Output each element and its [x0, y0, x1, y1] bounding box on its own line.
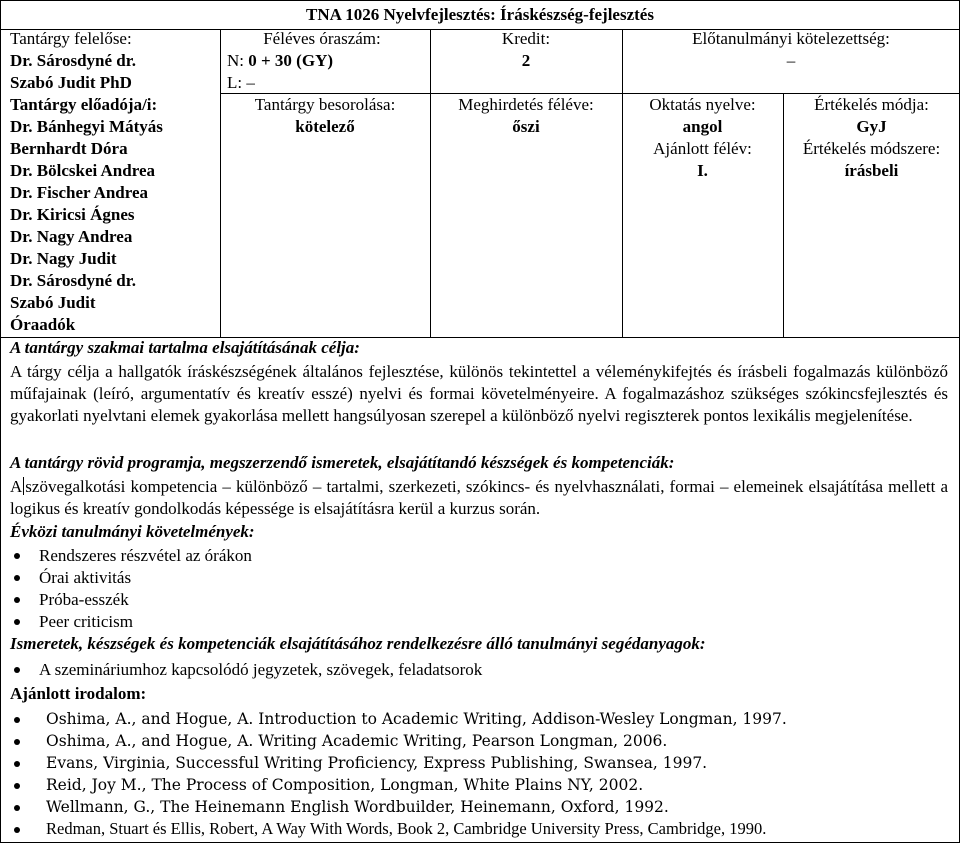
responsible-name-line-1: Dr. Sárosdyné dr. — [10, 51, 136, 70]
language-label: Oktatás nyelve: — [649, 95, 756, 114]
list-item: Redman, Stuart és Ellis, Robert, A Way With Words, Book 2, Cambridge University Press, Cambridge, 1990. — [12, 818, 787, 840]
requirements-heading: Évközi tanulmányi követelmények: — [10, 522, 255, 541]
lecturer-name: Dr. Fischer Andrea — [10, 183, 149, 202]
list-item: Órai aktivitás — [12, 567, 252, 589]
materials-list — [12, 659, 482, 681]
list-item: Próba-esszék — [12, 589, 252, 611]
column-divider-3 — [622, 29, 623, 337]
classification-value: kötelező — [295, 117, 355, 136]
credit-label: Kredit: — [501, 29, 551, 48]
lecturer-name: Dr. Bánhegyi Mátyás — [10, 117, 163, 136]
prereq-label: Előtanulmányi kötelezettség: — [692, 29, 890, 48]
list-item: Evans, Virginia, Successful Writing Proficiency, Express Publishing, Swansea, 1997. — [12, 752, 787, 774]
lecturer-name: Bernhardt Dóra — [10, 139, 128, 158]
credit-cell — [430, 28, 622, 72]
recommended-label: Ajánlott félév: — [653, 139, 752, 158]
semester-label: Meghirdetés féléve: — [458, 95, 594, 114]
requirements-list — [12, 545, 252, 633]
list-item: Rendszeres részvétel az órákon — [12, 545, 252, 567]
list-item: Oshima, A., and Hogue, A. Introduction to Academic Writing, Addison-Wesley Longman, 1997. — [12, 708, 787, 730]
lecturers-label: Tantárgy előadója/i: — [10, 95, 158, 114]
hours-n-value: N: 0 + 30 (GY) — [227, 51, 334, 70]
aim-heading: A tantárgy szakmai tartalma elsajátításának célja: — [10, 338, 360, 357]
eval-mode-value: GyJ — [856, 117, 887, 136]
list-item: Wellmann, G., The Heinemann English Wordbuilder, Heinemann, Oxford, 1992. — [12, 796, 787, 818]
eval-method-label: Értékelés módszere: — [802, 139, 941, 158]
column-divider-1 — [220, 29, 221, 337]
materials-heading: Ismeretek, készségek és kompetenciák elsajátításához rendelkezésre álló tanulmányi segédanyagok: — [10, 634, 706, 653]
semester-cell — [430, 94, 622, 138]
aim-text: A tárgy célja a hallgatók íráskészségének általános fejlesztése, különös tekintettel a véleménykifejtés és írásbeli fogalmazás különböző műfajainak (leíró, argumentatív és kreatív esszé) nyelvi és formai követelményeire. A fogalmazáshoz szükséges szókincsfejlesztés és gyakorlati nyelvtani elemek gyakorlása mellett hangsúlyosan szerepel a különböző nyelvi regiszterek pontos lexikális megjelenítése. — [10, 362, 948, 425]
table-border-top — [0, 0, 960, 1]
list-item: Oshima, A., and Hogue, A. Writing Academic Writing, Pearson Longman, 2006. — [12, 730, 787, 752]
hours-label-text: Féléves óraszám: — [263, 29, 381, 48]
lecturer-name: Dr. Kiricsi Ágnes — [10, 205, 135, 224]
semester-value: őszi — [512, 117, 540, 136]
lecturer-name: Dr. Sárosdyné dr. — [10, 271, 136, 290]
list-item: Reid, Joy M., The Process of Composition, Longman, White Plains NY, 2002. — [12, 774, 787, 796]
literature-list — [12, 708, 787, 840]
classification-cell — [220, 94, 430, 138]
lecturer-name: Szabó Judit — [10, 293, 96, 312]
eval-method-value: írásbeli — [844, 161, 899, 180]
hours-l-value: L: – — [227, 73, 255, 92]
recommended-value: I. — [697, 161, 708, 180]
language-cell — [622, 94, 783, 182]
prereq-value: – — [786, 51, 796, 70]
language-value: angol — [682, 117, 723, 136]
literature-heading: Ajánlott irodalom: — [10, 684, 147, 703]
list-item: Peer criticism — [12, 611, 252, 633]
evaluation-cell — [783, 94, 960, 182]
prereq-cell — [622, 28, 960, 72]
list-item: A szemináriumhoz kapcsolódó jegyzetek, szövegek, feladatsorok — [12, 659, 482, 681]
program-text: A szövegalkotási kompetencia – különböző – tartalmi, szerkezeti, szókincs- és nyelvhasználati, formai – elemeinek elsajátítása mellett a logikus és kreatív gondolkodás képessége is elsajátításra kerül a kurzus során. — [10, 477, 948, 518]
eval-mode-label: Értékelés módja: — [814, 95, 929, 114]
responsible-label: Tantárgy felelőse: — [10, 29, 132, 48]
table-border-left — [0, 0, 1, 843]
classification-label: Tantárgy besorolása: — [254, 95, 396, 114]
lecturer-name: Dr. Nagy Judit — [10, 249, 117, 268]
hours-label: Óraadók — [10, 315, 76, 334]
staff-column — [10, 28, 220, 336]
lecturer-name: Dr. Bölcskei Andrea — [10, 161, 155, 180]
column-divider-2 — [430, 29, 431, 337]
hours-cell — [227, 28, 427, 94]
lecturer-name: Dr. Nagy Andrea — [10, 227, 133, 246]
program-heading: A tantárgy rövid programja, megszerzendő ismeretek, elsajátítandó készségek és kompetenciák: — [10, 453, 675, 472]
responsible-name-line-2: Szabó Judit PhD — [10, 73, 132, 92]
course-title: TNA 1026 Nyelvfejlesztés: Íráskészség-fejlesztés — [306, 5, 654, 24]
credit-value: 2 — [521, 51, 531, 70]
